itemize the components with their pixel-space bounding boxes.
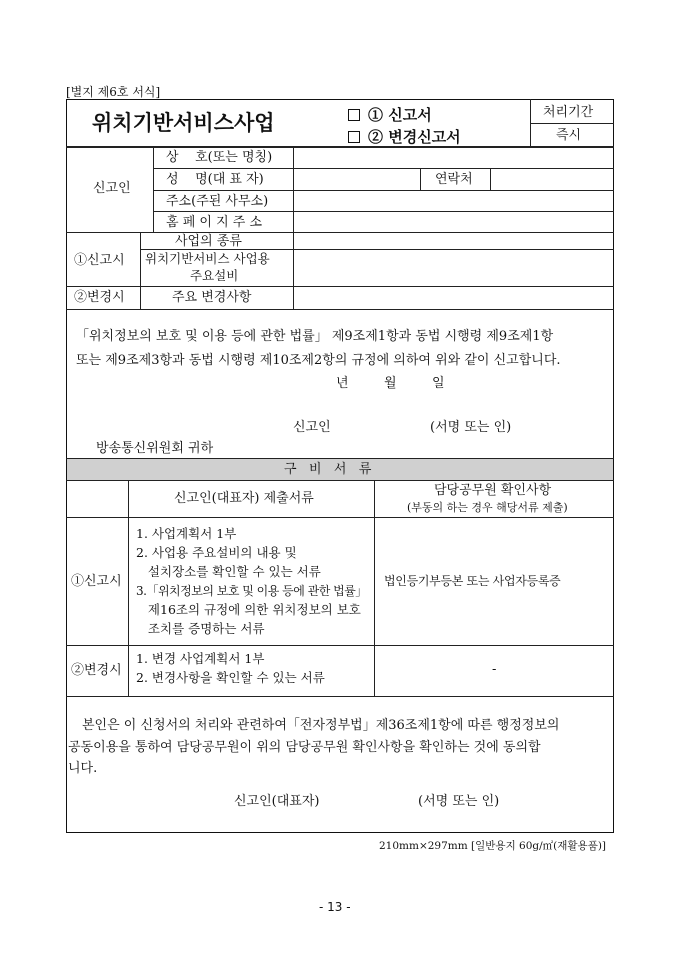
- divider: [66, 146, 614, 148]
- divider: [374, 480, 375, 696]
- period-value: 즉시: [556, 128, 582, 143]
- consent-signer: 신고인(대표자): [234, 794, 320, 809]
- option-report-label: ① 신고서: [368, 106, 432, 124]
- date-day: 일: [432, 376, 445, 391]
- recipient: 방송통신위원회 귀하: [96, 441, 214, 456]
- declaration-sign-note: (서명 또는 인): [430, 420, 512, 435]
- period-label: 처리기간: [543, 105, 594, 120]
- report-doc-item: 조치를 증명하는 서류: [136, 621, 265, 636]
- divider: [140, 232, 141, 309]
- checkbox-report[interactable]: [348, 109, 360, 121]
- divider: [153, 146, 154, 232]
- declaration-line2: 또는 제9조제3항과 동법 시행령 제10조제2항의 규정에 의하여 위와 같이 신고합니다.: [76, 353, 561, 368]
- applicant-label: 신고인: [93, 181, 131, 196]
- report-label: ①신고시: [74, 253, 125, 268]
- change-label: ②변경시: [74, 290, 125, 305]
- report-check-item: 법인등기부등본 또는 사업자등록증: [384, 574, 561, 588]
- date-month: 월: [384, 376, 397, 391]
- divider: [66, 517, 614, 518]
- divider: [490, 168, 491, 190]
- declaration-signer: 신고인: [293, 420, 331, 435]
- field-rep-label: 성 명(대 표 자): [166, 172, 264, 187]
- divider: [66, 286, 614, 287]
- form-title: 위치기반서비스사업: [92, 111, 275, 135]
- main-changes-label: 주요 변경사항: [172, 290, 252, 305]
- option-change[interactable]: [348, 126, 461, 147]
- divider: [66, 309, 614, 310]
- consent-line2: 공동이용을 통하여 담당공무원이 위의 담당공무원 확인사항을 확인하는 것에 동의합: [68, 740, 541, 755]
- checkbox-change[interactable]: [348, 131, 360, 143]
- col-submit-header: 신고인(대표자) 제출서류: [174, 491, 314, 506]
- divider: [128, 480, 129, 696]
- docs-section-title: 구 비 서 류: [284, 462, 372, 477]
- field-address-label: 주소(주된 사무소): [166, 194, 269, 209]
- docs-change-label: ②변경시: [71, 663, 122, 678]
- option-change-label: ② 변경신고서: [368, 128, 461, 146]
- divider: [140, 249, 614, 250]
- divider: [153, 190, 614, 191]
- divider: [153, 168, 614, 169]
- divider: [153, 211, 614, 212]
- report-doc-item: 3.「위치정보의 보호 및 이용 등에 관한 법률」: [136, 584, 367, 598]
- field-name-label: 상 호(또는 명칭): [166, 150, 273, 165]
- facility-label-line1: 위치기반서비스 사업용: [145, 251, 270, 266]
- field-website-label: 홈 페 이 지 주 소: [166, 215, 263, 230]
- change-doc-item: 1. 변경 사업계획서 1부: [136, 651, 265, 666]
- facility-label-line2: 주요설비: [190, 268, 239, 283]
- consent-line3: 니다.: [68, 761, 98, 776]
- divider: [293, 146, 294, 309]
- col-check-header: 담당공무원 확인사항: [434, 483, 552, 498]
- form-reference: [별지 제6호 서식]: [66, 85, 161, 99]
- divider: [66, 232, 614, 233]
- declaration-line1: 「위치정보의 보호 및 이용 등에 관한 법률」 제9조제1항과 동법 시행령 제9조제1항: [76, 329, 554, 344]
- report-doc-item: 1. 사업계획서 1부: [136, 526, 237, 541]
- consent-sign-note: (서명 또는 인): [418, 794, 500, 809]
- option-report[interactable]: [348, 104, 432, 125]
- divider: [530, 123, 614, 124]
- page-number: - 13 -: [319, 900, 351, 914]
- change-check-item: -: [492, 662, 497, 677]
- paper-spec: 210mm×297mm [일반용지 60g/㎡(재활용품)]: [379, 840, 607, 852]
- divider: [66, 480, 614, 481]
- consent-line1: 본인은 이 신청서의 처리와 관련하여「전자정부법」제36조제1항에 따른 행정정보의: [82, 718, 560, 733]
- divider: [66, 696, 614, 697]
- col-check-note: (부동의 하는 경우 해당서류 제출): [407, 501, 568, 514]
- divider: [530, 99, 531, 146]
- business-type-label: 사업의 종류: [175, 234, 242, 249]
- docs-report-label: ①신고시: [71, 574, 122, 589]
- report-doc-item: 제16조의 규정에 의한 위치정보의 보호: [136, 602, 361, 617]
- date-year: 년: [336, 376, 349, 391]
- contact-label: 연락처: [435, 172, 473, 187]
- divider: [420, 168, 421, 190]
- report-doc-item: 2. 사업용 주요설비의 내용 및: [136, 545, 297, 560]
- divider: [66, 645, 614, 646]
- change-doc-item: 2. 변경사항을 확인할 수 있는 서류: [136, 670, 325, 685]
- report-doc-item: 설치장소를 확인할 수 있는 서류: [136, 564, 321, 579]
